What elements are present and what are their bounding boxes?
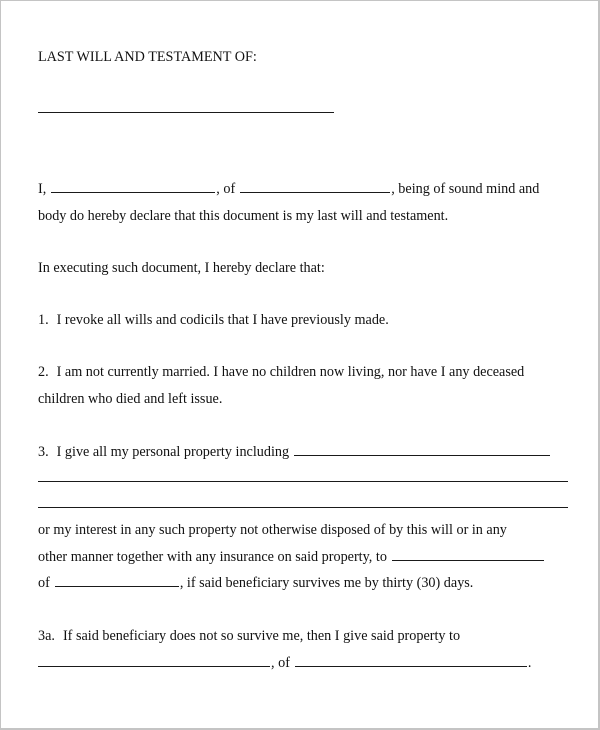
document-title: LAST WILL AND TESTAMENT OF: <box>38 49 257 65</box>
clause-3a-number: 3a. <box>38 628 55 644</box>
clause-1 <box>38 311 389 329</box>
clause-3-line-6-prefix: of <box>38 575 50 591</box>
clause-3-line-5 <box>38 547 545 566</box>
clause-3-line-6 <box>38 573 473 592</box>
testator-name-blank[interactable] <box>38 99 334 113</box>
clause-3-line-3 <box>38 494 569 513</box>
property-blank-1[interactable] <box>294 442 550 456</box>
clause-3-line-6-suffix: , if said beneficiary survives me by thirty (30) days. <box>179 575 474 591</box>
clause-1-number: 1. <box>38 312 49 328</box>
clause-3a-of: , of <box>271 655 290 671</box>
clause-3-line-2 <box>38 468 569 487</box>
clause-3a-text: If said beneficiary does not so survive me, then I give said property to <box>62 628 461 644</box>
testator-name-line <box>38 99 335 118</box>
clause-2-text: I am not currently married. I have no children now living, nor have I any deceased <box>56 364 525 380</box>
intro-line-2: body do hereby declare that this document is my last will and testament. <box>38 208 449 224</box>
intro-line-1 <box>38 179 539 198</box>
clause-3-line-4: or my interest in any such property not otherwise disposed of by this will or in any <box>38 522 507 538</box>
clause-3-text: I give all my personal property including <box>56 444 290 460</box>
clause-2-line-2: children who died and left issue. <box>38 391 223 407</box>
clause-3a-end: . <box>527 655 532 671</box>
intro-of: , of <box>216 181 236 197</box>
beneficiary-blank[interactable] <box>392 547 544 561</box>
clause-2-line-1 <box>38 363 524 381</box>
clause-3a-line-1 <box>38 627 460 645</box>
property-blank-3[interactable] <box>38 494 568 508</box>
clause-3-number: 3. <box>38 444 49 460</box>
name-blank[interactable] <box>51 179 215 193</box>
declaration: In executing such document, I hereby declare that: <box>38 260 325 276</box>
clause-3a-line-2 <box>38 653 531 672</box>
clause-3-line-1 <box>38 442 551 461</box>
residence-blank[interactable] <box>240 179 390 193</box>
intro-prefix: I, <box>38 181 47 197</box>
clause-3-line-5-text: other manner together with any insurance on said property, to <box>38 549 387 565</box>
alternate-residence-blank[interactable] <box>295 653 527 667</box>
beneficiary-residence-blank[interactable] <box>55 573 179 587</box>
clause-1-text: I revoke all wills and codicils that I have previously made. <box>56 312 389 328</box>
property-blank-2[interactable] <box>38 468 568 482</box>
intro-suffix: , being of sound mind and <box>391 181 540 197</box>
alternate-beneficiary-blank[interactable] <box>38 653 270 667</box>
clause-2-number: 2. <box>38 364 49 380</box>
